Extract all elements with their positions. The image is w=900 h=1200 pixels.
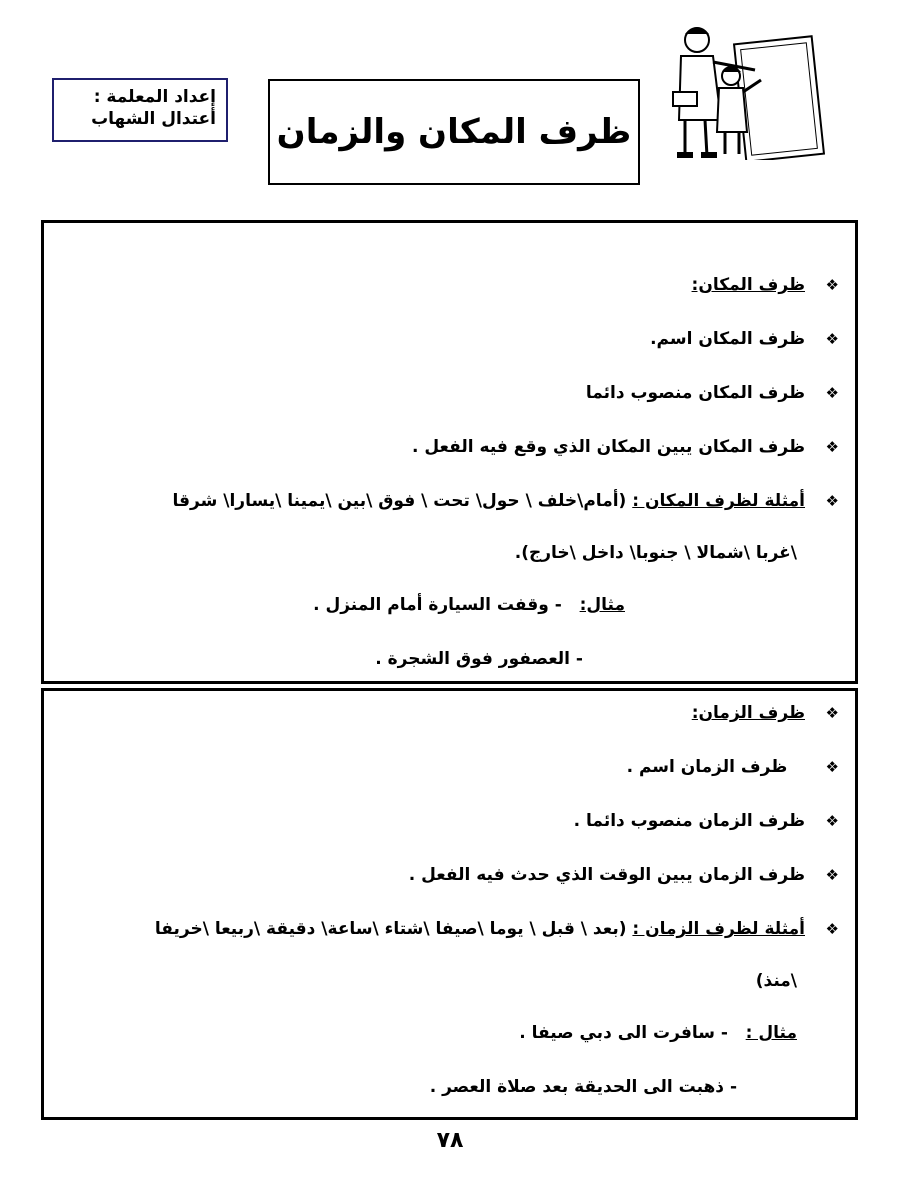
- diamond-bullet-icon: ❖: [825, 758, 839, 776]
- place-point-2: [44, 383, 839, 403]
- place-heading: ظرف المكان:: [691, 275, 805, 295]
- time-point-2: [44, 811, 839, 831]
- diamond-bullet-icon: ❖: [825, 704, 839, 722]
- author-box: [52, 78, 228, 142]
- diamond-bullet-icon: ❖: [825, 330, 839, 348]
- place-example-1: - وقفت السيارة أمام المنزل .: [313, 595, 562, 615]
- time-point-1: [44, 757, 839, 777]
- time-point-1-text: ظرف الزمان اسم .: [626, 757, 788, 777]
- place-point-2-text: ظرف المكان منصوب دائما: [585, 383, 805, 403]
- diamond-bullet-icon: ❖: [825, 920, 839, 938]
- place-point-1: [44, 329, 839, 349]
- time-examples-list-2: \منذ): [755, 971, 797, 991]
- place-examples-line-2: [44, 543, 797, 563]
- time-example-1: - سافرت الى دبي صيفا .: [519, 1023, 728, 1043]
- place-example-label: مثال:: [579, 595, 625, 615]
- time-point-2-text: ظرف الزمان منصوب دائما .: [573, 811, 805, 831]
- place-examples-list-1: (أمام\خلف \ حول\ تحت \ فوق \بين \يمينا \يسارا\ شرقا: [172, 491, 627, 511]
- place-adverb-section: [41, 220, 858, 684]
- time-point-3: [44, 865, 839, 885]
- time-examples-label: أمثلة لظرف الزمان :: [632, 919, 805, 939]
- diamond-bullet-icon: ❖: [825, 276, 839, 294]
- place-example-2: - العصفور فوق الشجرة .: [375, 649, 583, 669]
- time-point-3-text: ظرف الزمان يبين الوقت الذي حدث فيه الفعل .: [408, 865, 805, 885]
- time-examples-line-2: [44, 971, 797, 991]
- diamond-bullet-icon: ❖: [825, 438, 839, 456]
- place-examples-label: أمثلة لظرف المكان :: [632, 491, 805, 511]
- place-heading-line: [44, 275, 839, 295]
- diamond-bullet-icon: ❖: [825, 492, 839, 510]
- time-examples-list-1: (بعد \ قبل \ يوما \صيفا \شتاء \ساعة\ دقيقة \ربيعا \خريفا: [154, 919, 627, 939]
- time-adverb-section: [41, 688, 858, 1120]
- diamond-bullet-icon: ❖: [825, 866, 839, 884]
- place-examples-line-1: [44, 491, 839, 511]
- page-title: ظرف المكان والزمان: [276, 112, 632, 152]
- place-point-3-text: ظرف المكان يبين المكان الذي وقع فيه الفعل .: [412, 437, 805, 457]
- place-point-3: [44, 437, 839, 457]
- page-number: ٧٨: [436, 1128, 464, 1153]
- place-examples-list-2: \غربا \شمالا \ جنوبا\ داخل \خارج).: [514, 543, 797, 563]
- time-example-2-line: [44, 1077, 737, 1097]
- time-example-label: مثال :: [745, 1023, 797, 1043]
- page-title-box: [268, 79, 640, 185]
- time-example-2: - ذهبت الى الحديقة بعد صلاة العصر .: [429, 1077, 737, 1097]
- place-point-1-text: ظرف المكان اسم.: [650, 329, 805, 349]
- teacher-pointing-board-illustration: [655, 20, 825, 160]
- diamond-bullet-icon: ❖: [825, 384, 839, 402]
- author-line-2: أعتدال الشهاب: [91, 109, 216, 129]
- diamond-bullet-icon: ❖: [825, 812, 839, 830]
- time-examples-line-1: [44, 919, 839, 939]
- time-heading-line: [44, 703, 839, 723]
- place-example-1-line: [44, 595, 625, 615]
- time-example-1-line: [44, 1023, 797, 1043]
- place-example-2-line: [44, 649, 583, 669]
- author-line-1: إعداد المعلمة :: [93, 87, 216, 107]
- time-heading: ظرف الزمان:: [691, 703, 805, 723]
